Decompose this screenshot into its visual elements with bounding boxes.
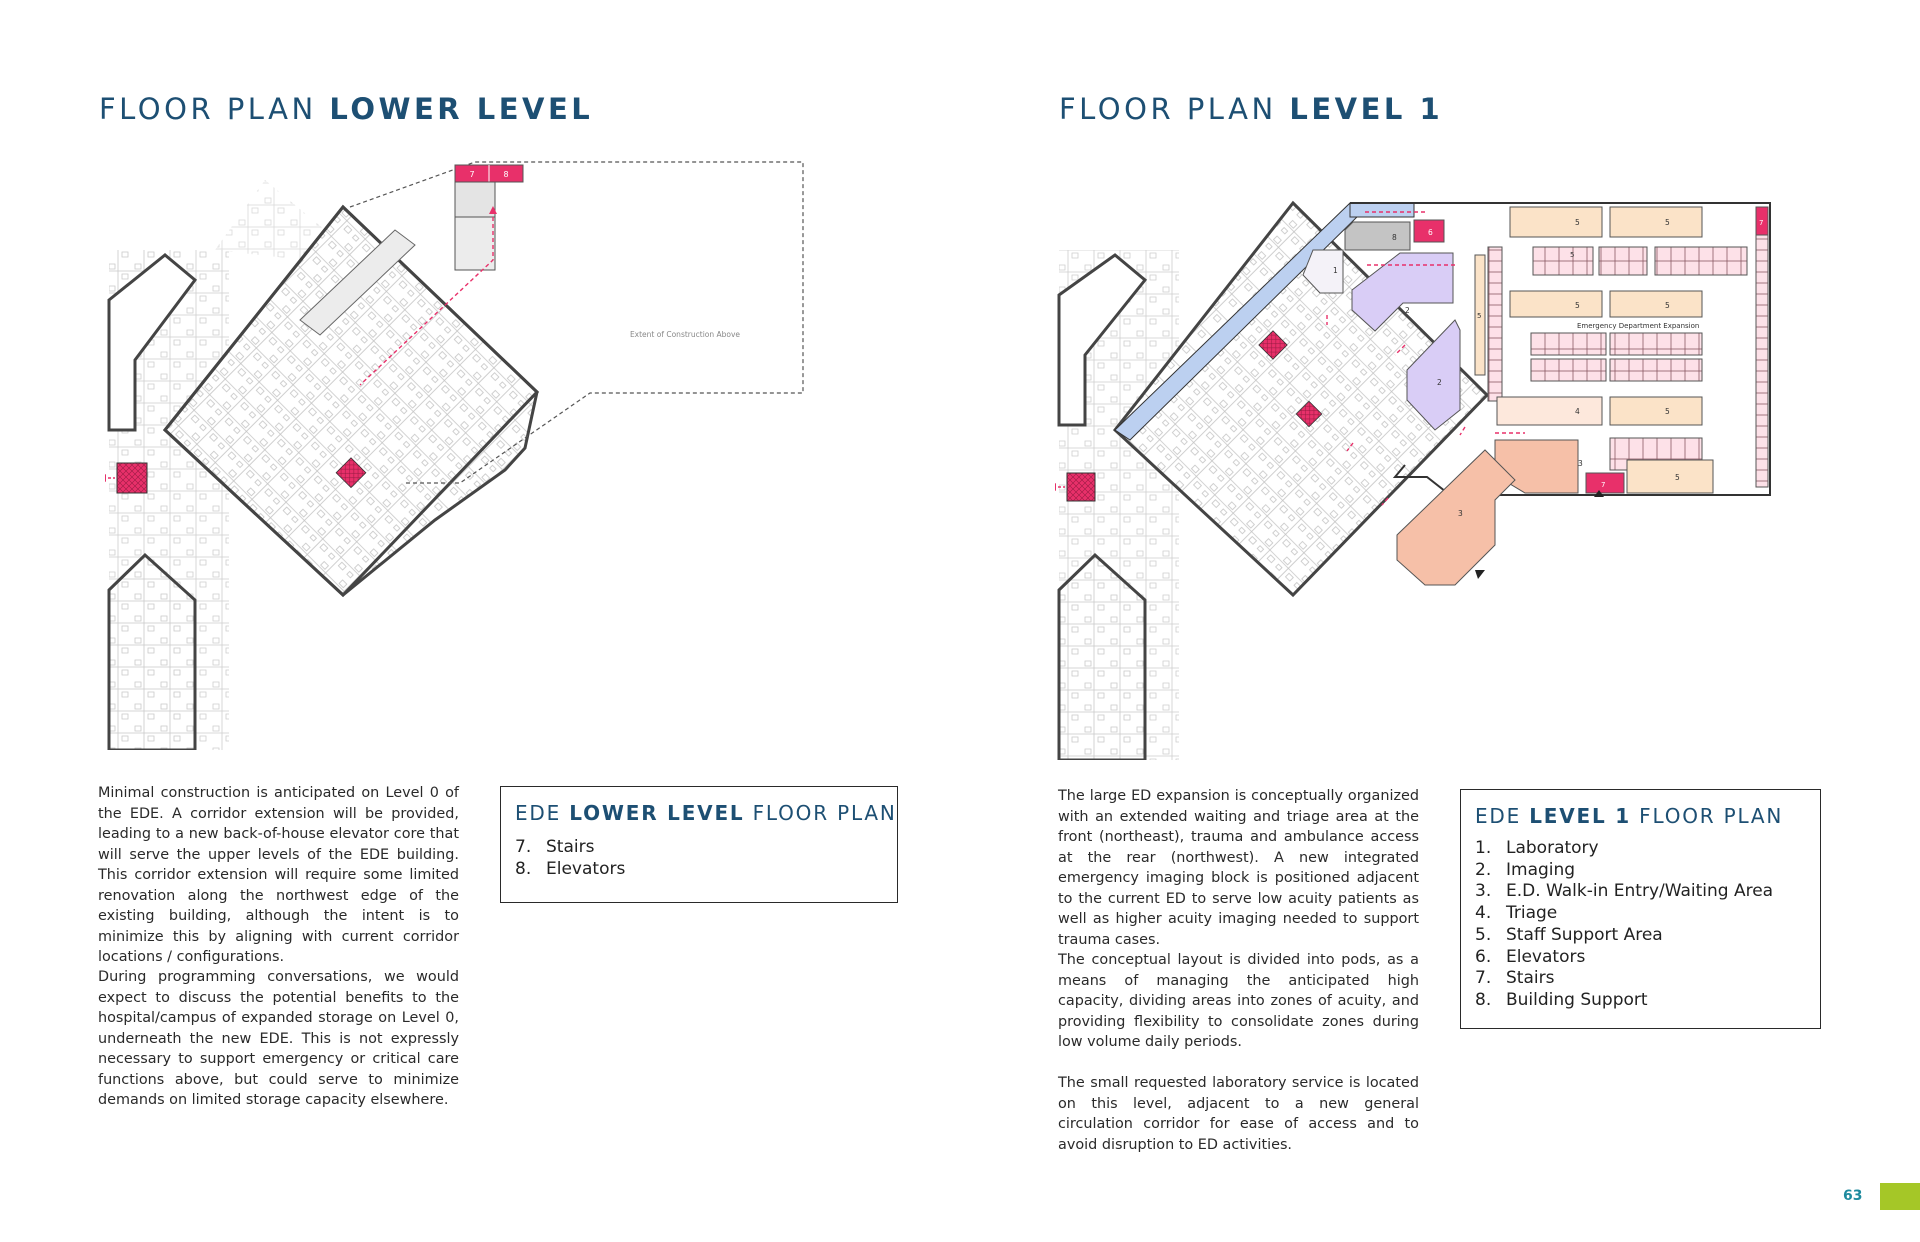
left-title-bold: LOWER LEVEL [329,92,594,126]
legend-item-label: Laboratory [1506,838,1599,858]
lower-legend-title-bold: LOWER LEVEL [569,801,745,825]
legend-item-number: 2. [1475,859,1492,880]
level1-legend-item [1475,838,1773,860]
legend-item-label: Building Support [1506,989,1648,1010]
legend-item-number: 5. [1475,924,1492,945]
legend-item-number: 7. [515,837,532,857]
legend-item-number: 1. [1475,838,1492,858]
room-5d-label: 5 [1575,301,1580,310]
page-number: 63 [1843,1188,1863,1204]
room-3b-label: 3 [1458,509,1463,518]
legend-item-label: E.D. Walk-in Entry/Waiting Area [1506,881,1774,902]
level1-legend-title-bold: LEVEL 1 [1529,804,1632,828]
lower-legend-title-prefix: EDE [515,801,570,825]
legend-item-label: Elevators [1506,946,1586,967]
level1-legend-item [1475,925,1773,947]
level1-legend-item [1475,881,1773,903]
room-6-label: 6 [1428,228,1433,237]
page-tab-marker [1880,1183,1920,1210]
room-4-label: 4 [1575,407,1580,416]
level1-legend-item [1475,990,1773,1012]
room-2b-label: 2 [1437,378,1442,387]
legend-item-label: Elevators [546,858,626,879]
room-7a-label: 7 [1759,219,1764,227]
legend-item-number: 8. [515,858,532,879]
level1-legend-title-suffix: FLOOR PLAN [1631,804,1784,828]
left-page-title [99,92,593,126]
legend-item-number: 7. [1475,968,1492,989]
legend-item-number: 4. [1475,903,1492,924]
level1-legend-title-prefix: EDE [1475,804,1530,828]
right-paragraph-1: The large ED expansion is conceptually organized with an extended waiting and triage area at the front (northeast), trauma and ambulance access at the rear (northwest). A new integrated emergency imaging block is positioned adjacent to the current ED to serve low acuity patients as well as higher acuity imaging needed to support trauma cases. [1058,788,1419,948]
level1-legend-item [1475,903,1773,925]
level-1-floor-plan [1055,195,1775,760]
level1-legend-item [1475,968,1773,990]
room-5e-label: 5 [1665,301,1670,310]
lower-legend-item [515,837,625,859]
level1-legend-item [1475,947,1773,969]
room-5h-label: 5 [1675,473,1680,482]
right-page-title [1059,92,1443,126]
lower-level-legend [500,786,898,903]
room-5f-label: 5 [1477,312,1482,320]
room-5g-label: 5 [1665,407,1670,416]
left-title-light: FLOOR PLAN [99,92,330,126]
lower-legend-title [515,801,897,825]
lower-legend-title-suffix: FLOOR PLAN [744,801,897,825]
lower-legend-list [515,837,625,880]
room-5b-label: 5 [1665,218,1670,227]
right-title-bold: LEVEL 1 [1289,92,1444,126]
room-5a-label: 5 [1575,218,1580,227]
left-paragraph-2: During programming conversations, we would expect to discuss the potential benefits to the hospital/campus of expanded storage on Level 0, underneath the new EDE. This is not expressly necessary to support emergency or critical care functions above, but could serve to minimize demands on limited storage capacity elsewhere. [98,969,459,1108]
legend-item-label: Staff Support Area [1506,924,1663,945]
room-1-label: 1 [1333,266,1338,275]
legend-item-label: Stairs [1506,968,1555,989]
room-5c-label: 5 [1570,251,1575,259]
lower-legend-item [515,859,625,881]
left-paragraph-1: Minimal construction is anticipated on Level 0 of the EDE. A corridor extension will be provided, leading to a new back-of-house elevator core that will serve the upper levels of the EDE building. This corridor extension will require some limited renovation along the northwest edge of the existing building, although the intent is to minimize this by aligning with current corridor locations / configurations. [98,785,459,965]
ed-expansion-label: Emergency Department Expansion [1577,322,1700,330]
legend-item-number: 8. [1475,989,1492,1010]
legend-item-label: Imaging [1506,859,1576,880]
level1-legend-list [1475,838,1773,1012]
right-paragraph-2: The conceptual layout is divided into pods, as a means of managing the anticipated high capacity, dividing areas into zones of acuity, and providing flexibility to consolidate zones during low volume daily periods. [1058,952,1419,1050]
construction-extent-annotation: Extent of Construction Above [629,330,741,339]
right-paragraph-3: The small requested laboratory service is located on this level, adjacent to a new general circulation corridor for ease of access and to avoid disruption to ED activities. [1058,1075,1419,1153]
legend-item-label: Stairs [546,837,595,857]
lower-level-floor-plan [105,150,815,750]
level-1-legend [1460,789,1821,1029]
lower-stair-label: 7 [469,170,475,179]
legend-item-number: 3. [1475,881,1492,902]
lower-elevator-label: 8 [503,170,509,179]
legend-item-label: Triage [1506,903,1558,924]
room-3a-label: 3 [1578,459,1583,468]
level1-legend-item [1475,860,1773,882]
room-2a-label: 2 [1405,306,1410,315]
room-7b-label: 7 [1601,481,1606,489]
level1-legend-title [1475,804,1783,828]
legend-item-number: 6. [1475,946,1492,967]
room-8-label: 8 [1392,233,1397,242]
right-title-light: FLOOR PLAN [1059,92,1290,126]
